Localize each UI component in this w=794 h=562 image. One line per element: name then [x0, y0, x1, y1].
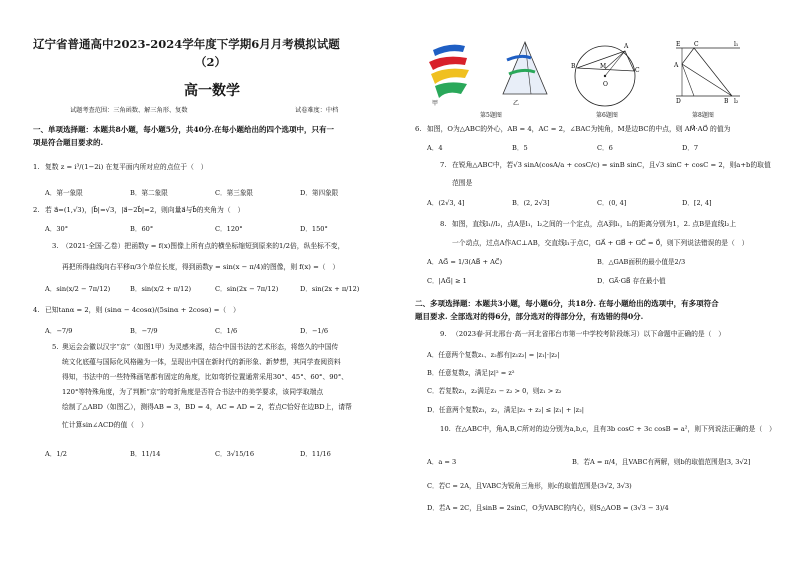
q9-stem: （2023春·河北邢台·高一河北省邢台市第一中学校考阶段练习）以下命题中正确的是（ ） [452, 330, 726, 338]
q5-line2: 统文化底蕴与国际化风格融为一体，呈现出中国在新时代的新形象、新梦想，其同学查阅资料 [62, 358, 341, 366]
q9-option-d: D．任意两个复数z₁，z₂，满足|z₁ + z₂| ≤ |z₁| + |z₂| [427, 406, 585, 414]
figure5-triangle-yi [495, 40, 550, 102]
q4-option-a: A．−7/9 [45, 327, 73, 335]
q10-stem: 在△ABC中，角A,B,C所对的边分别为a,b,c，且有3b cosC + 3c cosB = a²，则下列说法正确的是（ ） [455, 425, 776, 433]
q6-option-b: B．5 [512, 144, 528, 152]
section1-heading-2: 项是符合题目要求的. [33, 138, 104, 147]
q4-number: 4. [33, 306, 40, 314]
q2-stem: 若 a⃗=(1,√3)，|b⃗|=√3，|a⃗−2b⃗|=2，则向量a⃗与b⃗的夹角为（ ） [45, 206, 245, 214]
q1-option-d: D．第四象限 [300, 189, 339, 197]
q10-option-b: B．若A = π/4，且VABC有两解，则b的取值范围是[3, 3√2] [572, 458, 751, 466]
q3-option-c: C．sin(2x − 7π/12) [215, 285, 279, 293]
svg-text:A: A [624, 43, 629, 50]
q9-option-a: A．任意两个复数z₁、z₂都有|z₁z₂| = |z₁|·|z₂| [427, 351, 560, 359]
q7-option-a: A．(2√3, 4] [427, 199, 465, 207]
q5-line6: 忙计算sin∠ACD的值（ ） [62, 421, 148, 429]
q10-number: 10. [440, 425, 451, 433]
q10-option-d: D．若A = 2C，且sinB = 2sinC，O为VABC的内心，则S△AOB = (3√3 − 3)/4 [427, 504, 669, 512]
exam-subtitle: （2） [195, 55, 227, 69]
q5-line5: 绘制了△ABD（如图乙），测得AB = 3，BD = 4，AC = AD = 2，若点C恰好在边BD上，请帮 [62, 403, 352, 411]
q7-number: 7. [440, 161, 447, 169]
q3-option-a: A．sin(x/2 − 7π/12) [45, 285, 111, 293]
q4-option-b: B．−7/9 [130, 327, 158, 335]
section2-heading-2: 题目要求. 全部选对的得6分，部分选对的得部分分，有选错的得0分. [415, 312, 644, 321]
q5-line3: 得知，书法中的一些特殊画笔都有固定的角度，比如弯折位置通常采用30°、45°、60°、90°、 [62, 373, 349, 381]
subject-title: 高一数学 [184, 83, 240, 99]
q7-option-b: B．(2, 2√3] [512, 199, 550, 207]
section1-heading: 一、单项选择题：本题共8小题，每小题5分，共40分.在每小题给出的四个选项中，只有一 [33, 125, 334, 134]
q2-option-c: C．120° [215, 225, 243, 233]
q1-option-b: B．第二象限 [130, 189, 168, 197]
q6-option-d: D．7 [682, 144, 699, 152]
q2-number: 2. [33, 206, 40, 214]
q3-option-b: B．sin(x/2 + π/12) [130, 285, 192, 293]
q3-option-d: D．sin(2x + π/12) [300, 285, 360, 293]
q7-line1: 在锐角△ABC中，若√3 sinA(cosA/a + cosC/c) = sinB sinC，且√3 sinC + cosC = 2，则a+b的取值 [452, 161, 771, 169]
q5-number: 5. [52, 343, 59, 351]
q8-line2: 一个动点，过点A作AC⊥AB，交直线l₁于点C，GA⃗ + GB⃗ + GC⃗ = 0⃗，则下列说法错误的是（ ） [452, 239, 749, 247]
figure8-caption: 第8题图 [692, 112, 714, 119]
q7-option-c: C．(0, 4] [597, 199, 627, 207]
svg-text:E: E [676, 41, 681, 48]
scope-text: 试题考查范围：三角函数、解三角形、复数 [70, 107, 188, 114]
q9-option-b: B．任意复数z，满足|z|² = z² [427, 369, 515, 377]
section2-heading: 二、多项选择题：本题共3小题，每小题6分，共18分. 在每小题给出的选项中，有多项符合 [415, 299, 719, 308]
q6-option-a: A．4 [427, 144, 443, 152]
figure5-caption: 第5题图 [480, 112, 502, 119]
q6-number: 6. [415, 125, 422, 133]
svg-text:l₂: l₂ [734, 98, 739, 104]
q9-number: 9. [440, 330, 447, 338]
exam-title: 辽宁省普通高中2023-2024学年度下学期6月月考模拟试题 [33, 37, 340, 51]
svg-text:C: C [635, 67, 640, 74]
q3-line2: 再把所得曲线向右平移π/3个单位长度，得到函数y = sin(x − π/4)的图像，则 f(x) =（ ） [62, 263, 340, 271]
svg-text:B: B [571, 63, 576, 70]
q10-option-a: A．a = 3 [427, 458, 457, 466]
q6-option-c: C．6 [597, 144, 613, 152]
svg-text:l₁: l₁ [734, 41, 739, 48]
q8-option-c: C．|AG⃗| ≥ 1 [427, 277, 467, 285]
q8-option-b: B．△GAB面积的最小值是2/3 [597, 258, 686, 266]
q10-option-c: C．若C = 2A，且VABC为锐角三角形，则c的取值范围是(3√2, 3√3) [427, 482, 632, 490]
svg-text:M: M [600, 63, 607, 70]
figure5-logo-jia [425, 40, 475, 102]
q4-stem: 已知tanα = 2，则 (sinα − 4cosα)/(5sinα + 2cosα) =（ ） [45, 306, 240, 314]
figure6-circle [570, 38, 640, 110]
svg-text:A: A [674, 62, 679, 69]
q4-option-c: C．1/6 [215, 327, 238, 335]
q5-option-a: A．1/2 [45, 450, 67, 458]
figure6-caption: 第6题图 [596, 112, 618, 119]
q5-option-b: B．11/14 [130, 450, 161, 458]
q8-option-a: A．AG⃗ = 1/3(AB⃗ + AC⃗) [427, 258, 503, 266]
figure5-label-jia: 甲 [432, 100, 439, 107]
difficulty-text: 试卷难度：中档 [295, 107, 339, 114]
q7-line2: 范围是 [452, 179, 473, 187]
q9-option-c: C．若复数z₁，z₂满足z₁ − z₂ > 0，则z₁ > z₂ [427, 387, 562, 395]
q2-option-a: A．30° [45, 225, 69, 233]
q1-stem: 复数 z = i³/(1−2i) 在复平面内所对应的点位于（ ） [45, 163, 208, 171]
q5-line4: 120°等特殊角度，为了判断“京”的弯折角度是否符合书法中的美学要求，该同学取端点 [62, 388, 324, 396]
q8-line1: 如图，直线l₁//l₂，点A是l₁，l₂之间的一个定点，点A到l₁，l₂的距离分别为1，2. 点B是直线l₂上 [452, 220, 737, 228]
q4-option-d: D．−1/6 [300, 327, 329, 335]
q2-option-d: D．150° [300, 225, 328, 233]
q5-option-c: C．3√15/16 [215, 450, 255, 458]
q8-number: 8. [440, 220, 447, 228]
q3-line1: （2021·全国·乙卷）把函数y = f(x)图像上所有点的横坐标缩短到原来的1/2倍，纵坐标不变， [62, 242, 345, 250]
q1-option-a: A．第一象限 [45, 189, 83, 197]
q2-option-b: B．60° [130, 225, 154, 233]
q5-option-d: D．11/16 [300, 450, 331, 458]
figure8-parallel-lines [672, 40, 742, 104]
svg-text:C: C [694, 41, 699, 48]
q8-option-d: D．GA⃗·GB⃗ 存在最小值 [597, 277, 666, 285]
q1-option-c: C．第三象限 [215, 189, 254, 197]
q1-number: 1. [33, 163, 40, 171]
svg-text:O: O [603, 81, 608, 88]
q7-option-d: D．[2, 4] [682, 199, 712, 207]
svg-text:B: B [724, 98, 729, 104]
svg-text:D: D [676, 98, 681, 104]
q3-number: 3. [52, 242, 59, 250]
q5-line1: 奥运会会徽以汉字“京”（如图1甲）为灵感来源，结合中国书法的艺术形态，将悠久的中国传 [62, 343, 339, 351]
q6-stem: 如图，O为△ABC的外心，AB = 4，AC = 2，∠BAC为钝角，M是边BC的中点，则 AM⃗·AO⃗ 的值为 [427, 125, 731, 133]
figure5-label-yi: 乙 [513, 100, 520, 107]
